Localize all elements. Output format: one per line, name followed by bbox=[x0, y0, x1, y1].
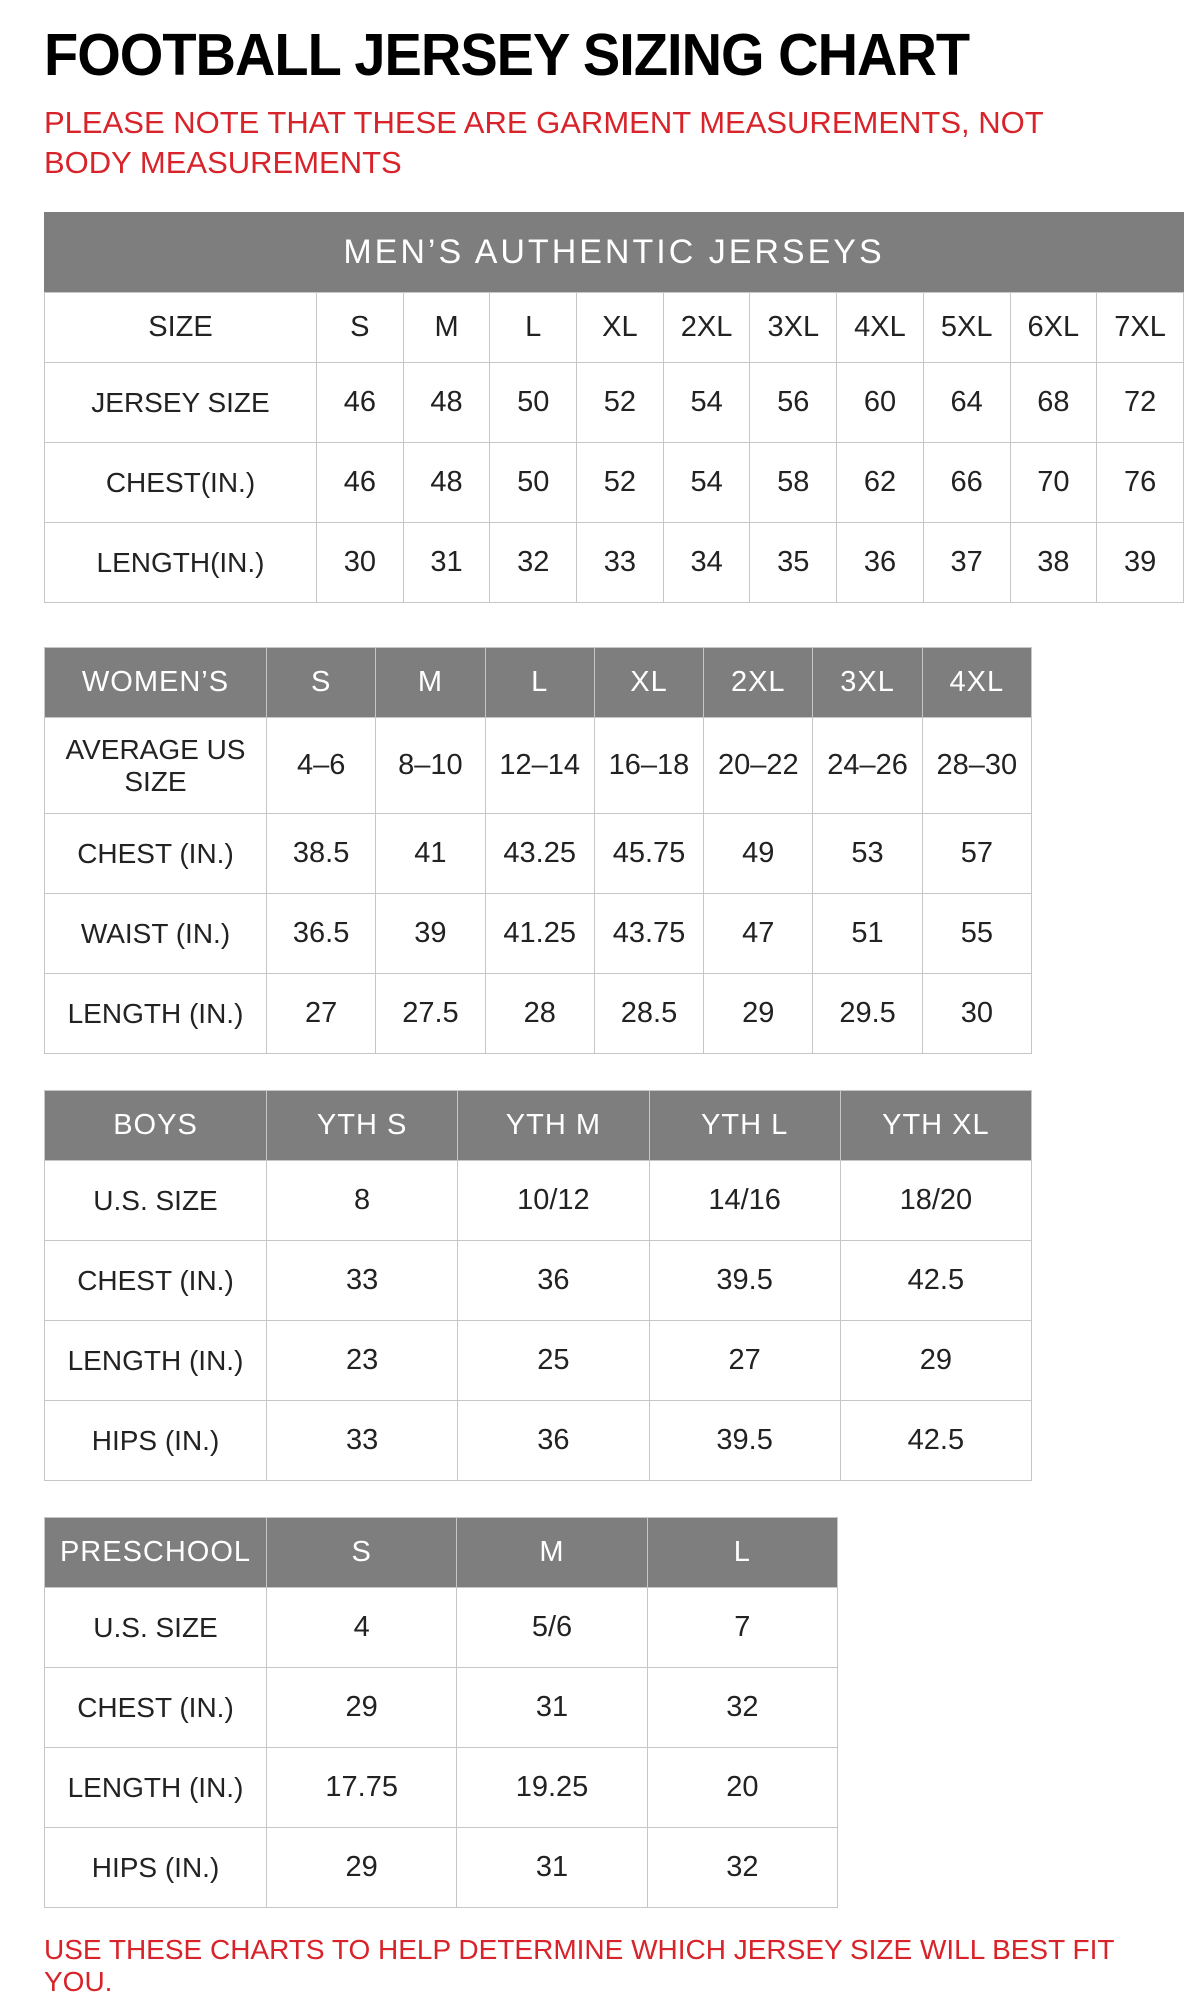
value-cell: 29 bbox=[267, 1828, 457, 1908]
value-cell: 47 bbox=[704, 894, 813, 974]
header-cell: 7XL bbox=[1097, 293, 1184, 363]
value-cell: 64 bbox=[923, 363, 1010, 443]
row-label: JERSEY SIZE bbox=[45, 363, 317, 443]
mens-sizing-table bbox=[44, 292, 1184, 603]
mens-table-title: MEN’S AUTHENTIC JERSEYS bbox=[44, 212, 1184, 292]
value-cell: 18/20 bbox=[840, 1161, 1031, 1241]
header-cell: YTH M bbox=[458, 1091, 649, 1161]
table-row bbox=[45, 894, 1032, 974]
value-cell: 43.75 bbox=[594, 894, 703, 974]
value-cell: 32 bbox=[647, 1828, 837, 1908]
header-cell: 5XL bbox=[923, 293, 1010, 363]
table-row bbox=[45, 1161, 1032, 1241]
row-label: WAIST (IN.) bbox=[45, 894, 267, 974]
value-cell: 56 bbox=[750, 363, 837, 443]
header-cell: YTH S bbox=[267, 1091, 458, 1161]
header-cell: YTH L bbox=[649, 1091, 840, 1161]
boys-sizing-table bbox=[44, 1090, 1032, 1481]
value-cell: 14/16 bbox=[649, 1161, 840, 1241]
value-cell: 52 bbox=[577, 363, 664, 443]
value-cell: 33 bbox=[267, 1241, 458, 1321]
value-cell: 60 bbox=[837, 363, 924, 443]
value-cell: 54 bbox=[663, 363, 750, 443]
value-cell: 20–22 bbox=[704, 718, 813, 814]
value-cell: 29 bbox=[267, 1668, 457, 1748]
header-cell: 2XL bbox=[663, 293, 750, 363]
value-cell: 4–6 bbox=[267, 718, 376, 814]
row-label: AVERAGE US SIZE bbox=[45, 718, 267, 814]
value-cell: 39.5 bbox=[649, 1401, 840, 1481]
value-cell: 49 bbox=[704, 814, 813, 894]
womens-table-section bbox=[44, 647, 1156, 1054]
boys-table-section bbox=[44, 1090, 1156, 1481]
header-cell: WOMEN’S bbox=[45, 648, 267, 718]
row-label: U.S. SIZE bbox=[45, 1588, 267, 1668]
value-cell: 50 bbox=[490, 443, 577, 523]
value-cell: 39.5 bbox=[649, 1241, 840, 1321]
value-cell: 29 bbox=[704, 974, 813, 1054]
value-cell: 58 bbox=[750, 443, 837, 523]
header-cell: M bbox=[403, 293, 490, 363]
value-cell: 4 bbox=[267, 1588, 457, 1668]
value-cell: 70 bbox=[1010, 443, 1097, 523]
value-cell: 24–26 bbox=[813, 718, 922, 814]
value-cell: 31 bbox=[403, 523, 490, 603]
value-cell: 31 bbox=[457, 1668, 647, 1748]
value-cell: 48 bbox=[403, 363, 490, 443]
header-cell: BOYS bbox=[45, 1091, 267, 1161]
page-title: FOOTBALL JERSEY SIZING CHART bbox=[44, 21, 970, 88]
value-cell: 29 bbox=[840, 1321, 1031, 1401]
value-cell: 76 bbox=[1097, 443, 1184, 523]
womens-sizing-table bbox=[44, 647, 1032, 1054]
value-cell: 45.75 bbox=[594, 814, 703, 894]
header-cell: 4XL bbox=[922, 648, 1031, 718]
header-cell: L bbox=[485, 648, 594, 718]
row-label: HIPS (IN.) bbox=[45, 1828, 267, 1908]
value-cell: 8 bbox=[267, 1161, 458, 1241]
header-cell: PRESCHOOL bbox=[45, 1518, 267, 1588]
value-cell: 46 bbox=[317, 363, 404, 443]
mens-table-section bbox=[44, 212, 1166, 603]
table-row bbox=[45, 523, 1184, 603]
value-cell: 27 bbox=[267, 974, 376, 1054]
table-row bbox=[45, 1668, 838, 1748]
value-cell: 54 bbox=[663, 443, 750, 523]
header-cell: 2XL bbox=[704, 648, 813, 718]
header-cell: YTH XL bbox=[840, 1091, 1031, 1161]
value-cell: 5/6 bbox=[457, 1588, 647, 1668]
value-cell: 52 bbox=[577, 443, 664, 523]
header-row bbox=[45, 1091, 1032, 1161]
row-label: LENGTH (IN.) bbox=[45, 974, 267, 1054]
header-cell: L bbox=[647, 1518, 837, 1588]
header-cell: 3XL bbox=[813, 648, 922, 718]
value-cell: 27.5 bbox=[376, 974, 485, 1054]
value-cell: 41 bbox=[376, 814, 485, 894]
value-cell: 19.25 bbox=[457, 1748, 647, 1828]
value-cell: 17.75 bbox=[267, 1748, 457, 1828]
value-cell: 37 bbox=[923, 523, 1010, 603]
value-cell: 32 bbox=[490, 523, 577, 603]
header-cell: 3XL bbox=[750, 293, 837, 363]
value-cell: 66 bbox=[923, 443, 1010, 523]
value-cell: 10/12 bbox=[458, 1161, 649, 1241]
value-cell: 46 bbox=[317, 443, 404, 523]
value-cell: 48 bbox=[403, 443, 490, 523]
value-cell: 20 bbox=[647, 1748, 837, 1828]
header-row bbox=[45, 648, 1032, 718]
table-row bbox=[45, 363, 1184, 443]
table-row bbox=[45, 1321, 1032, 1401]
value-cell: 35 bbox=[750, 523, 837, 603]
value-cell: 33 bbox=[267, 1401, 458, 1481]
header-cell: S bbox=[267, 1518, 457, 1588]
value-cell: 27 bbox=[649, 1321, 840, 1401]
value-cell: 29.5 bbox=[813, 974, 922, 1054]
measurement-note: PLEASE NOTE THAT THESE ARE GARMENT MEASUREMENTS, NOT BODY MEASUREMENTS bbox=[44, 105, 1044, 180]
header-cell: S bbox=[317, 293, 404, 363]
value-cell: 12–14 bbox=[485, 718, 594, 814]
value-cell: 28 bbox=[485, 974, 594, 1054]
value-cell: 57 bbox=[922, 814, 1031, 894]
row-label: U.S. SIZE bbox=[45, 1161, 267, 1241]
value-cell: 30 bbox=[922, 974, 1031, 1054]
header-cell: 6XL bbox=[1010, 293, 1097, 363]
value-cell: 39 bbox=[1097, 523, 1184, 603]
value-cell: 36 bbox=[458, 1401, 649, 1481]
value-cell: 39 bbox=[376, 894, 485, 974]
row-label: CHEST (IN.) bbox=[45, 1668, 267, 1748]
row-label: HIPS (IN.) bbox=[45, 1401, 267, 1481]
value-cell: 38 bbox=[1010, 523, 1097, 603]
value-cell: 36 bbox=[837, 523, 924, 603]
value-cell: 28–30 bbox=[922, 718, 1031, 814]
header-cell: M bbox=[376, 648, 485, 718]
table-row bbox=[45, 1828, 838, 1908]
value-cell: 23 bbox=[267, 1321, 458, 1401]
table-row bbox=[45, 814, 1032, 894]
preschool-table-section bbox=[44, 1517, 1156, 1908]
row-label: LENGTH (IN.) bbox=[45, 1321, 267, 1401]
value-cell: 62 bbox=[837, 443, 924, 523]
row-label: CHEST(IN.) bbox=[45, 443, 317, 523]
table-row bbox=[45, 1588, 838, 1668]
value-cell: 28.5 bbox=[594, 974, 703, 1054]
value-cell: 16–18 bbox=[594, 718, 703, 814]
value-cell: 50 bbox=[490, 363, 577, 443]
header-cell: XL bbox=[594, 648, 703, 718]
row-label: CHEST (IN.) bbox=[45, 1241, 267, 1321]
value-cell: 33 bbox=[577, 523, 664, 603]
value-cell: 72 bbox=[1097, 363, 1184, 443]
footer-note: USE THESE CHARTS TO HELP DETERMINE WHICH JERSEY SIZE WILL BEST FIT YOU. bbox=[44, 1934, 1114, 1998]
row-label: CHEST (IN.) bbox=[45, 814, 267, 894]
value-cell: 43.25 bbox=[485, 814, 594, 894]
value-cell: 68 bbox=[1010, 363, 1097, 443]
header-row bbox=[45, 1518, 838, 1588]
header-row bbox=[45, 293, 1184, 363]
value-cell: 7 bbox=[647, 1588, 837, 1668]
header-cell: S bbox=[267, 648, 376, 718]
value-cell: 34 bbox=[663, 523, 750, 603]
value-cell: 41.25 bbox=[485, 894, 594, 974]
value-cell: 38.5 bbox=[267, 814, 376, 894]
table-row bbox=[45, 1241, 1032, 1321]
table-row bbox=[45, 443, 1184, 523]
header-cell: M bbox=[457, 1518, 647, 1588]
value-cell: 25 bbox=[458, 1321, 649, 1401]
row-label: LENGTH (IN.) bbox=[45, 1748, 267, 1828]
value-cell: 53 bbox=[813, 814, 922, 894]
header-cell: XL bbox=[577, 293, 664, 363]
preschool-sizing-table bbox=[44, 1517, 838, 1908]
value-cell: 55 bbox=[922, 894, 1031, 974]
table-row bbox=[45, 1401, 1032, 1481]
value-cell: 36 bbox=[458, 1241, 649, 1321]
value-cell: 31 bbox=[457, 1828, 647, 1908]
value-cell: 51 bbox=[813, 894, 922, 974]
value-cell: 8–10 bbox=[376, 718, 485, 814]
value-cell: 30 bbox=[317, 523, 404, 603]
table-row bbox=[45, 974, 1032, 1054]
value-cell: 42.5 bbox=[840, 1241, 1031, 1321]
header-cell: L bbox=[490, 293, 577, 363]
value-cell: 42.5 bbox=[840, 1401, 1031, 1481]
header-cell: SIZE bbox=[45, 293, 317, 363]
header-cell: 4XL bbox=[837, 293, 924, 363]
table-row bbox=[45, 718, 1032, 814]
value-cell: 32 bbox=[647, 1668, 837, 1748]
row-label: LENGTH(IN.) bbox=[45, 523, 317, 603]
value-cell: 36.5 bbox=[267, 894, 376, 974]
table-row bbox=[45, 1748, 838, 1828]
